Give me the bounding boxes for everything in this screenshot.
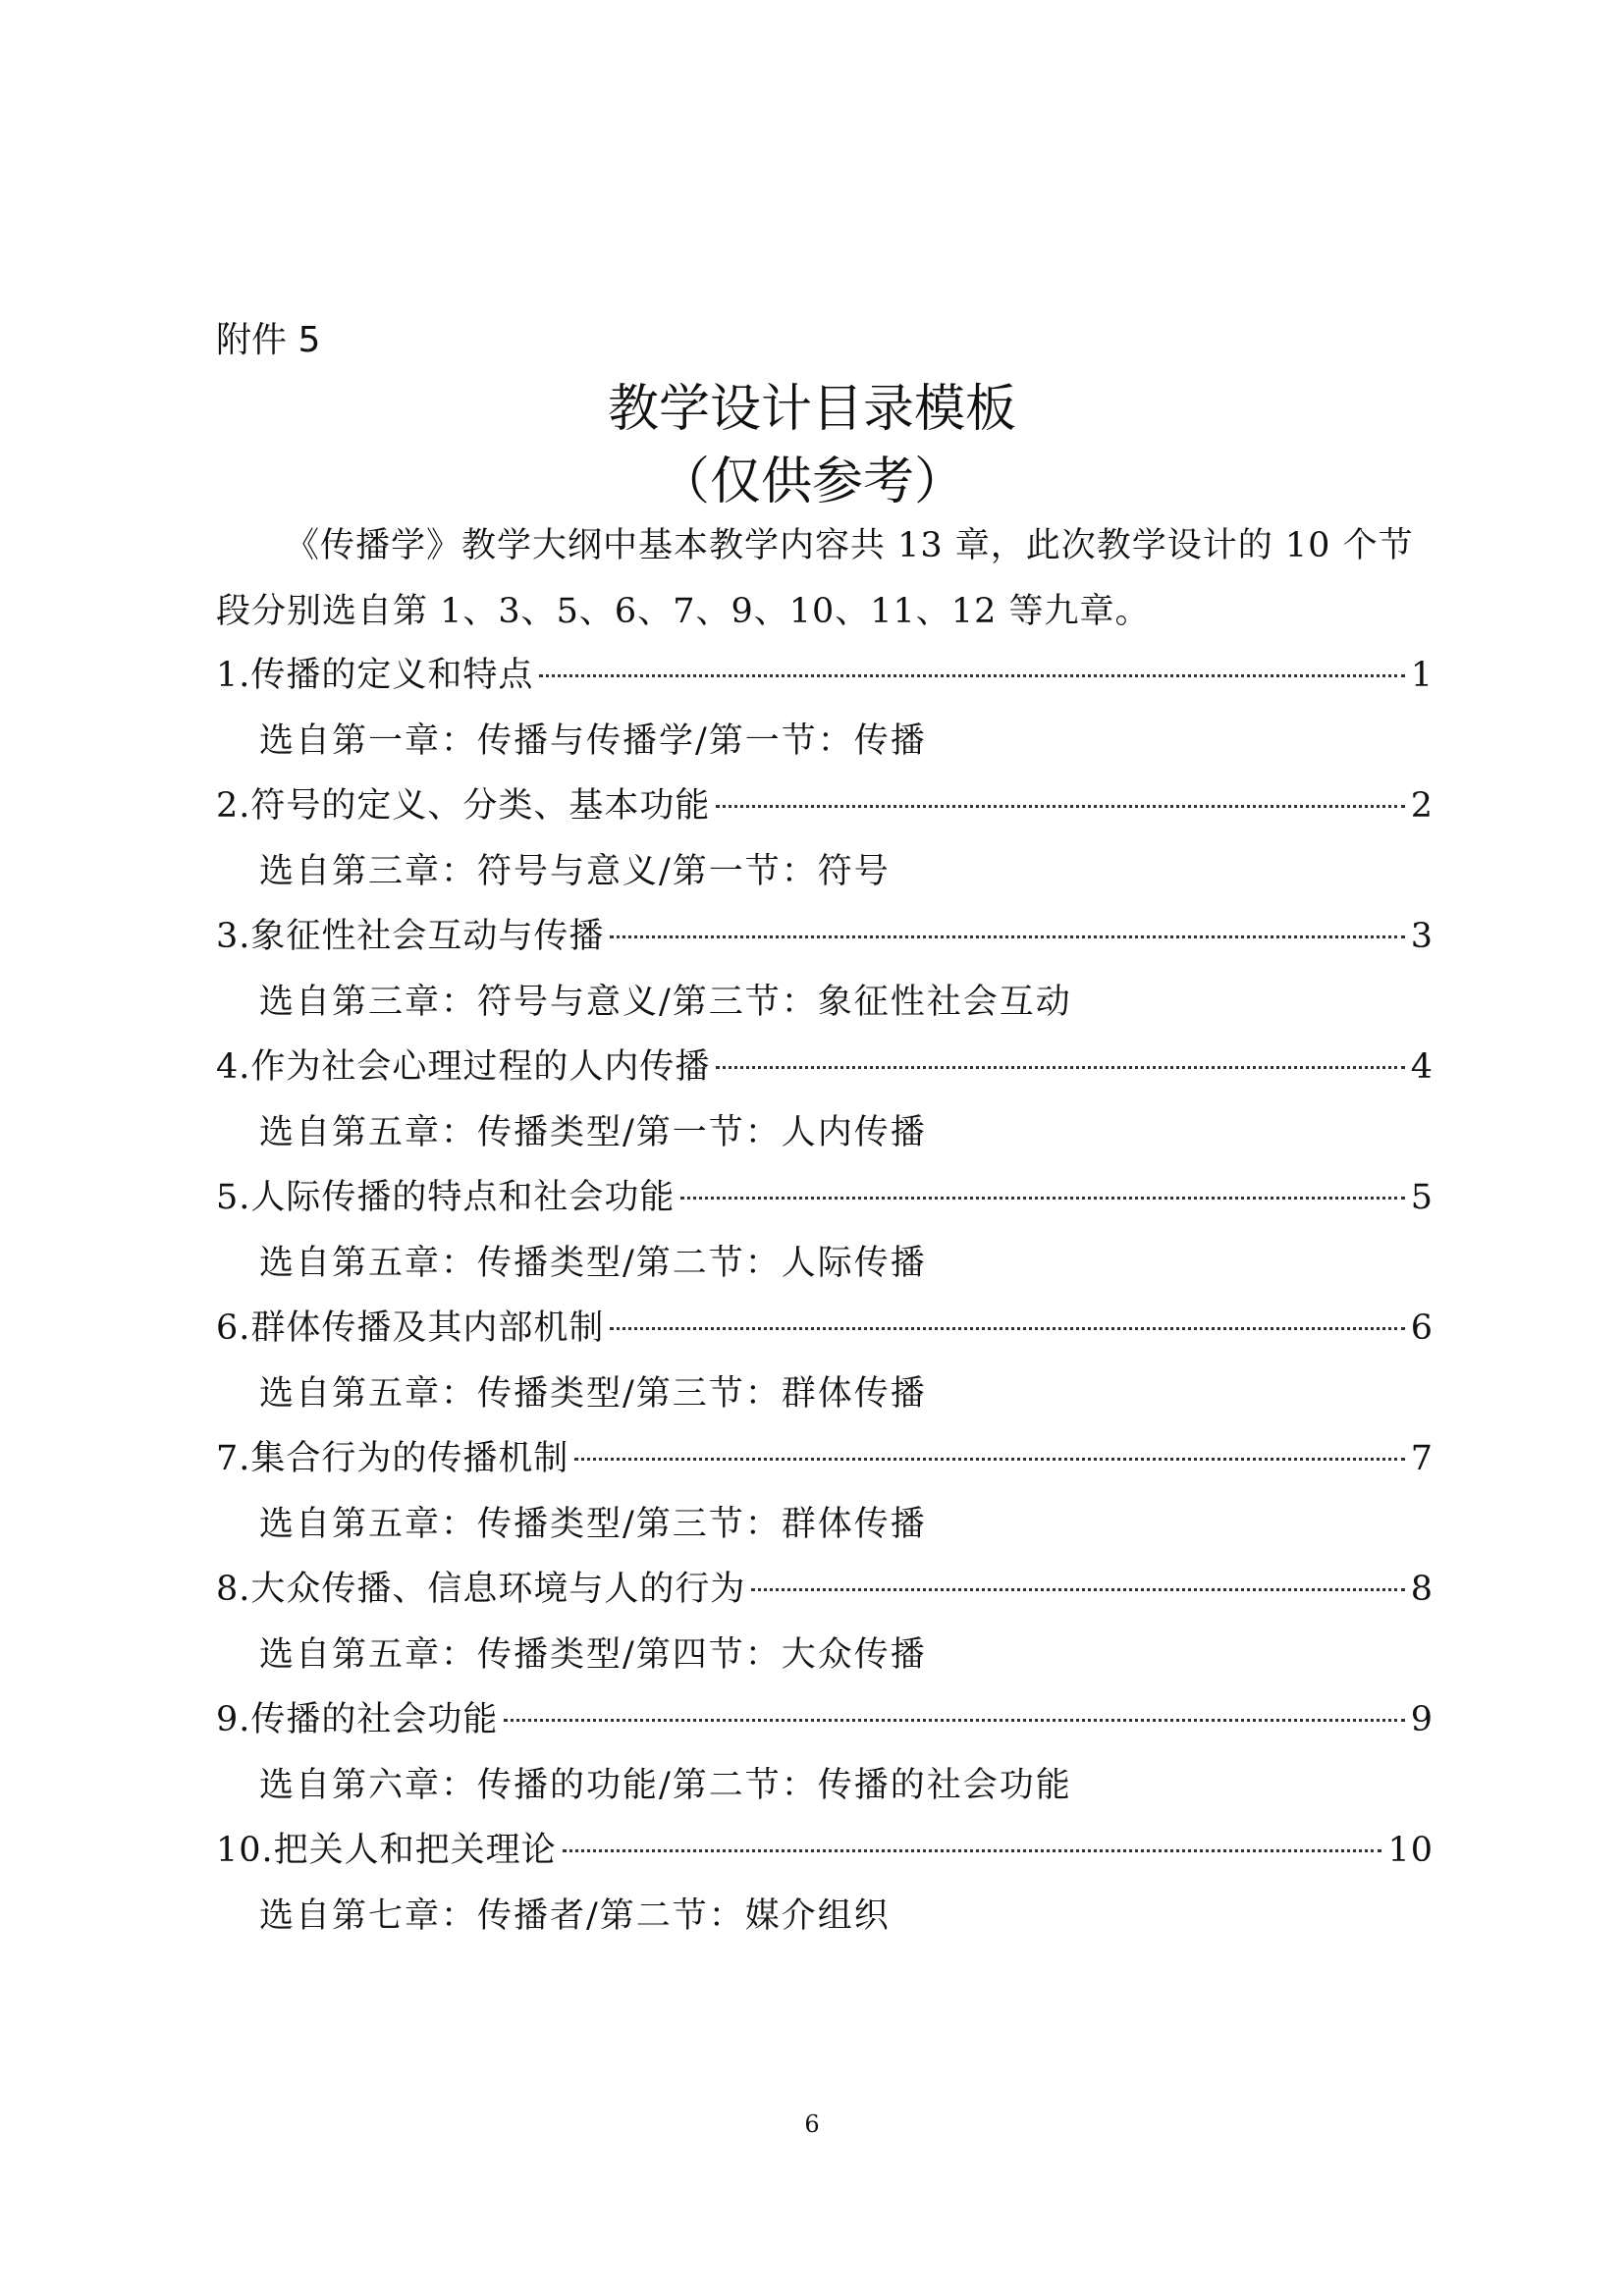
toc-page-number: 2 (1410, 786, 1434, 826)
toc-page-number: 8 (1410, 1570, 1434, 1609)
dot-leader (680, 1197, 1404, 1200)
toc-entry-source: 选自第三章：符号与意义/第一节：符号 (259, 852, 891, 891)
toc-page-number: 7 (1410, 1439, 1434, 1478)
toc-page-number: 5 (1410, 1178, 1434, 1217)
table-of-contents (216, 643, 1434, 1949)
document-subtitle: （仅供参考） (658, 453, 965, 511)
toc-page-number: 1 (1410, 656, 1434, 695)
toc-entry-source: 选自第五章：传播类型/第二节：人际传播 (259, 1244, 927, 1283)
toc-entry (216, 904, 1434, 1035)
dot-leader (716, 1066, 1404, 1069)
toc-entry (216, 1426, 1434, 1557)
toc-line[interactable] (216, 1687, 1434, 1753)
intro-paragraph: 《传播学》教学大纲中基本教学内容共 13 章，此次教学设计的 10 个节段分别选自第 1、3、5、6、7、9、10、11、12 等九章。 (216, 526, 1414, 631)
toc-entry-title: 7.集合行为的传播机制 (216, 1439, 569, 1478)
toc-entry-source: 选自第五章：传播类型/第四节：大众传播 (259, 1635, 927, 1675)
toc-entry (216, 1687, 1434, 1818)
toc-line[interactable] (216, 1296, 1434, 1362)
toc-entry (216, 1296, 1434, 1426)
toc-entry-source: 选自第一章：传播与传播学/第一节：传播 (259, 721, 927, 761)
toc-entry (216, 643, 1434, 774)
toc-entry (216, 1165, 1434, 1296)
page-number: 6 (804, 2110, 820, 2138)
toc-line[interactable] (216, 1818, 1434, 1884)
dot-leader (716, 805, 1404, 808)
toc-entry-title: 5.人际传播的特点和社会功能 (216, 1178, 676, 1217)
toc-entry-source: 选自第六章：传播的功能/第二节：传播的社会功能 (259, 1766, 1072, 1805)
dot-leader (610, 1327, 1404, 1330)
dot-leader (504, 1719, 1404, 1722)
toc-page-number: 4 (1410, 1047, 1434, 1087)
toc-entry-title: 8.大众传播、信息环境与人的行为 (216, 1570, 746, 1609)
toc-line[interactable] (216, 1165, 1434, 1231)
toc-entry (216, 1557, 1434, 1687)
toc-entry-source: 选自第五章：传播类型/第一节：人内传播 (259, 1113, 927, 1152)
attachment-label: 附件 5 (216, 320, 321, 360)
toc-line[interactable] (216, 1426, 1434, 1492)
toc-entry-title: 9.传播的社会功能 (216, 1700, 499, 1739)
toc-entry-title: 4.作为社会心理过程的人内传播 (216, 1047, 711, 1087)
toc-line[interactable] (216, 643, 1434, 709)
toc-line[interactable] (216, 1035, 1434, 1100)
toc-page-number: 10 (1387, 1831, 1434, 1870)
toc-entry (216, 1818, 1434, 1949)
toc-entry-title: 6.群体传播及其内部机制 (216, 1308, 605, 1348)
toc-entry-source: 选自第三章：符号与意义/第三节：象征性社会互动 (259, 983, 1072, 1022)
toc-line[interactable] (216, 1557, 1434, 1623)
toc-line[interactable] (216, 904, 1434, 970)
toc-entry (216, 1035, 1434, 1165)
dot-leader (751, 1588, 1404, 1591)
toc-entry-title: 1.传播的定义和特点 (216, 656, 534, 695)
toc-entry-source: 选自第七章：传播者/第二节：媒介组织 (259, 1896, 891, 1936)
toc-entry-title: 10.把关人和把关理论 (216, 1831, 557, 1870)
dot-leader (563, 1849, 1382, 1852)
toc-page-number: 6 (1410, 1308, 1434, 1348)
document-title: 教学设计目录模板 (607, 380, 1016, 439)
dot-leader (574, 1458, 1404, 1461)
toc-entry-title: 2.符号的定义、分类、基本功能 (216, 786, 711, 826)
toc-page-number: 3 (1410, 917, 1434, 956)
toc-entry (216, 774, 1434, 904)
dot-leader (610, 935, 1404, 938)
toc-page-number: 9 (1410, 1700, 1434, 1739)
toc-line[interactable] (216, 774, 1434, 839)
toc-entry-title: 3.象征性社会互动与传播 (216, 917, 605, 956)
toc-entry-source: 选自第五章：传播类型/第三节：群体传播 (259, 1374, 927, 1414)
dot-leader (539, 674, 1404, 677)
toc-entry-source: 选自第五章：传播类型/第三节：群体传播 (259, 1505, 927, 1544)
